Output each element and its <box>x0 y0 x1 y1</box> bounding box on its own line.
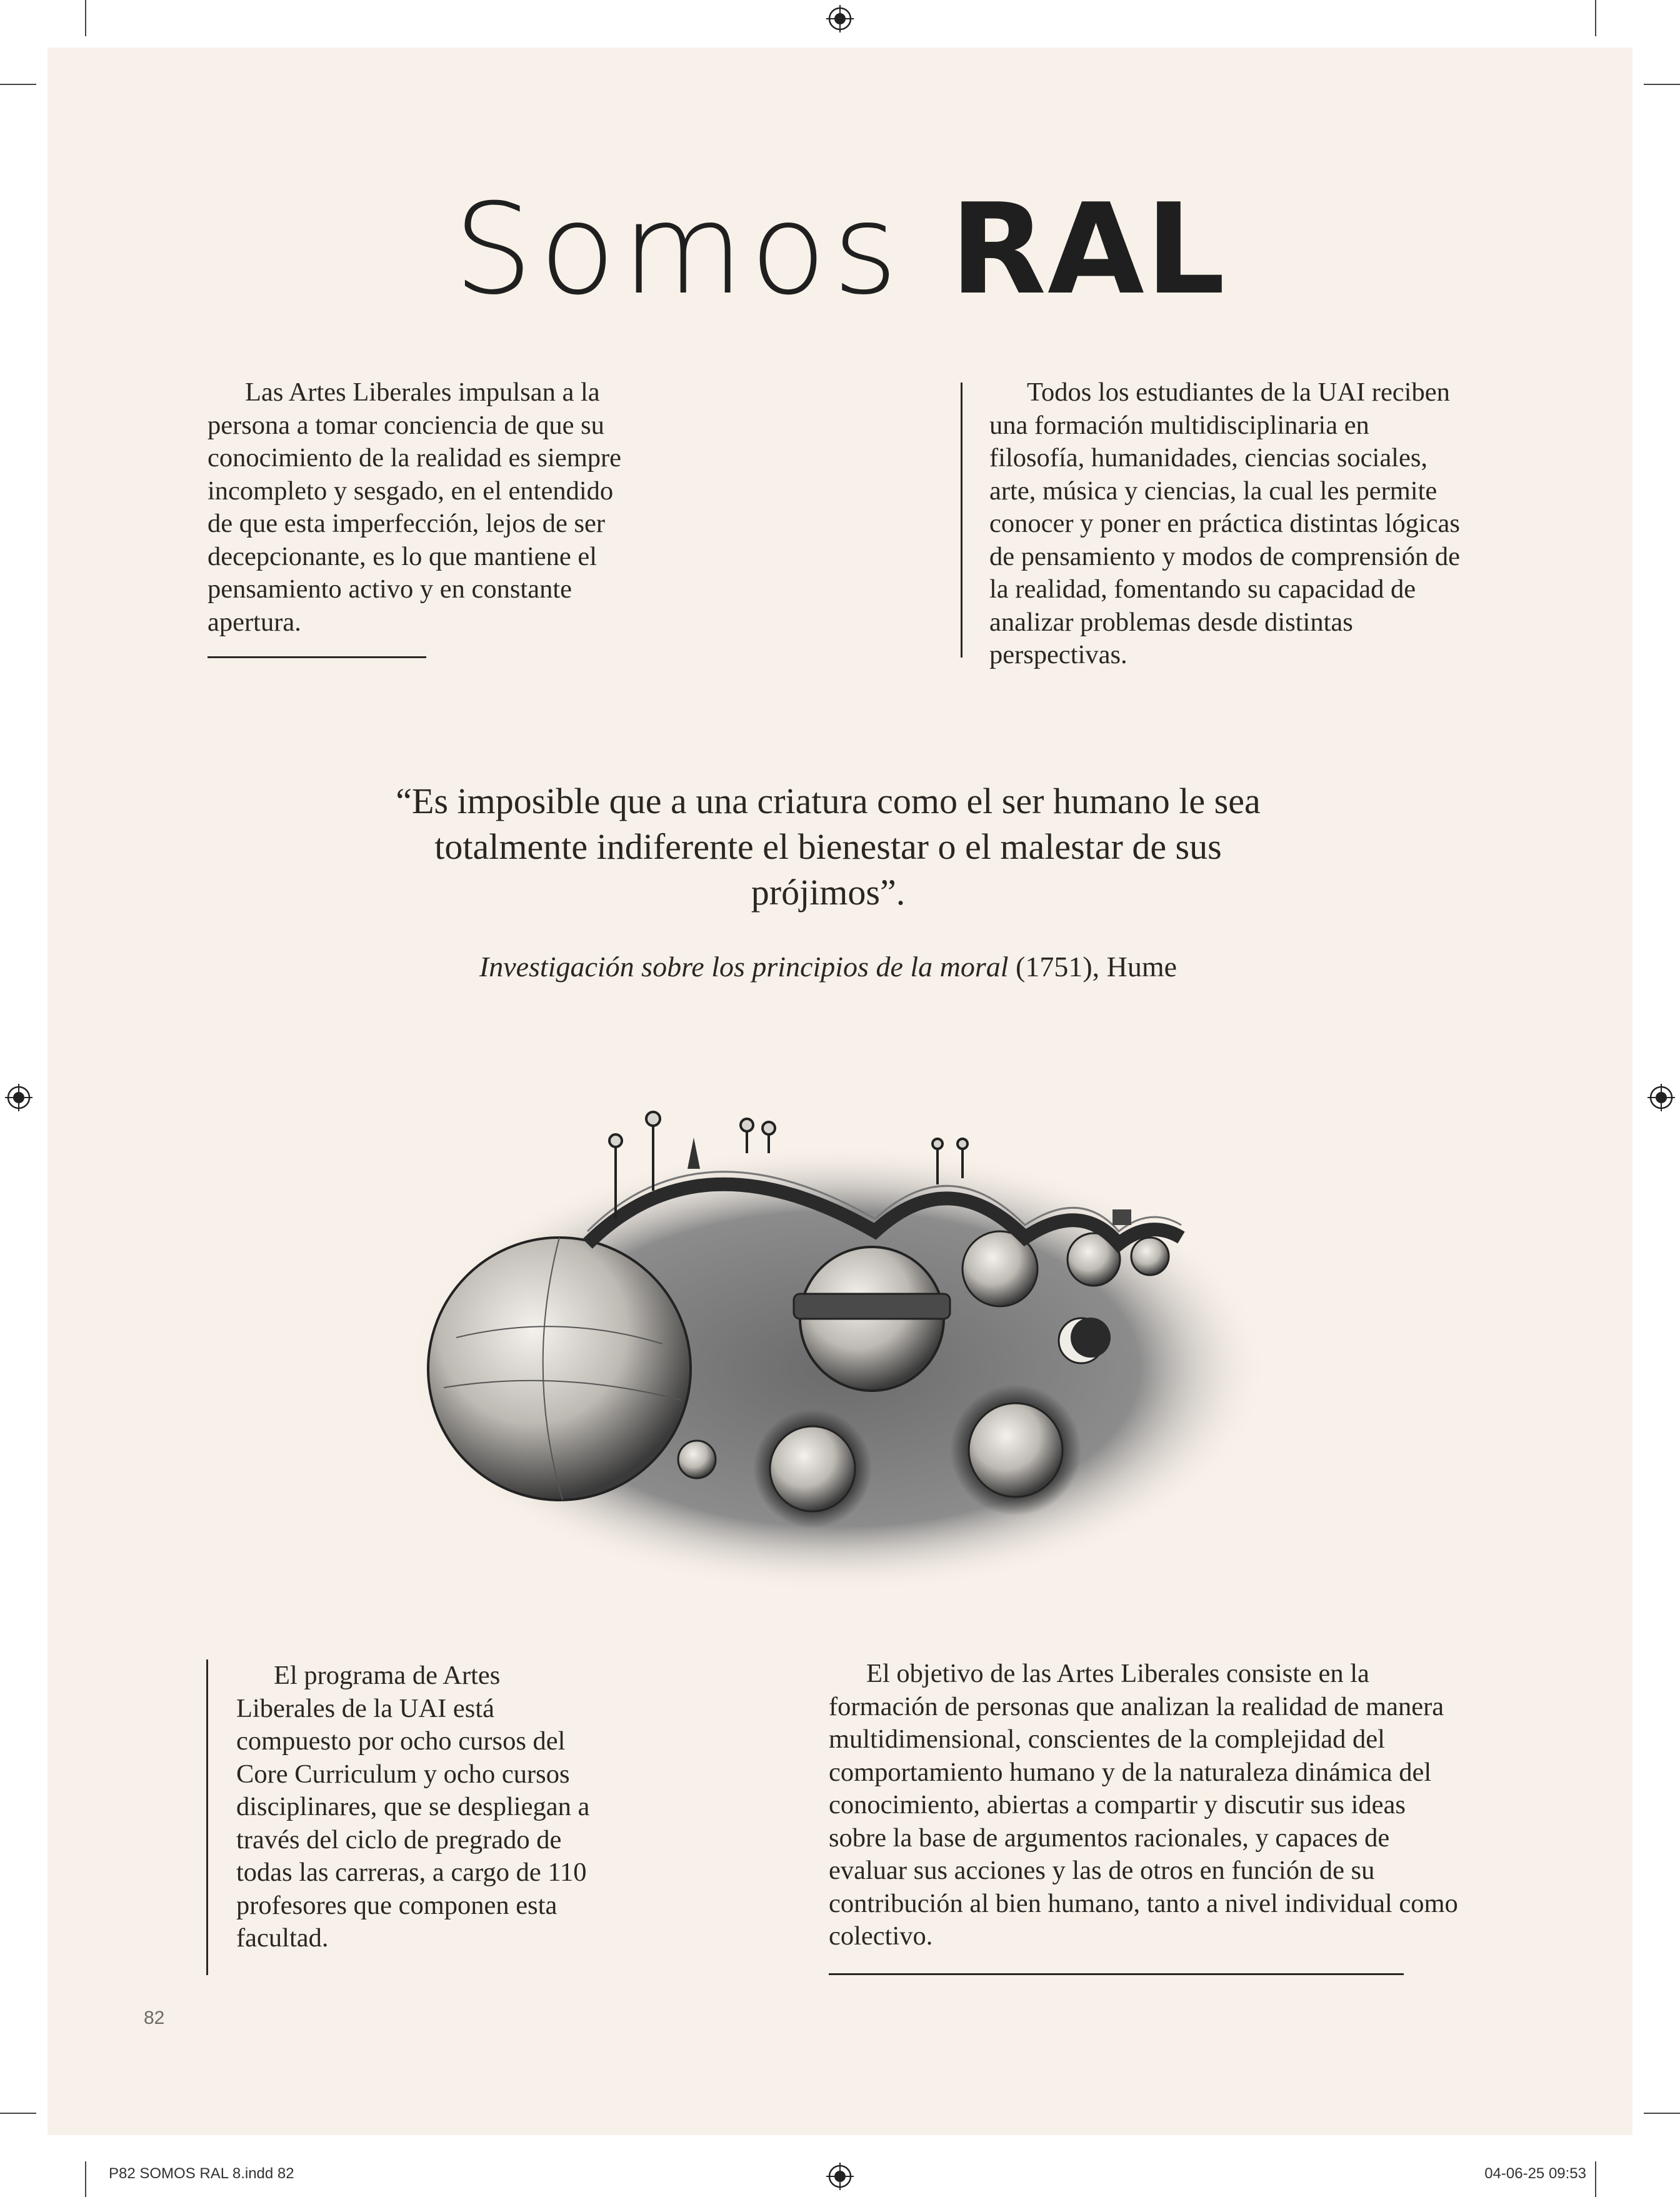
divider <box>208 656 426 658</box>
quote-source <box>375 950 1281 983</box>
large-globe <box>428 1238 691 1500</box>
crescent-shadow <box>1071 1318 1111 1358</box>
registration-mark-icon <box>826 5 854 33</box>
intro-left-paragraph <box>208 376 632 639</box>
registration-mark-icon <box>826 2163 854 2190</box>
quote-source-rest: (1751), Hume <box>1008 951 1178 983</box>
planets-bridge-engraving <box>400 1075 1275 1625</box>
page-title <box>0 177 1680 323</box>
body-left-text: El programa de Artes Liberales de la UAI está compuesto por ocho cursos del Core Curriculum y ocho cursos disciplinares, que se despliegan a través del ciclo de pregrado de todas las carreras, a cargo de 110 profesores que componen esta facultad. <box>236 1661 590 1953</box>
crop-mark <box>0 2113 36 2114</box>
crop-mark <box>1595 0 1596 36</box>
quote-source-title: Investigación sobre los principios de la moral <box>479 951 1009 983</box>
registration-mark-icon <box>1648 1084 1675 1111</box>
body-right-text: El objetivo de las Artes Liberales consiste en la formación de personas que analizan la realidad de manera multidimensional, conscientes de la complejidad del comportamiento humano y de la naturaleza dinámica del conocimiento, abiertas a compartir y discutir sus ideas sobre la base de argumentos racionales, y capaces de evaluar sus acciones y las de otros en función de su contribución al bien humano, tanto a nivel individual como colectivo. <box>829 1659 1458 1951</box>
small-sphere <box>678 1441 716 1478</box>
walking-figure <box>688 1138 700 1169</box>
crop-mark <box>0 84 36 85</box>
slug-date: 04-06-25 09:53 <box>1484 2165 1586 2182</box>
page-number: 82 <box>144 2008 165 2028</box>
slug-file-info: P82 SOMOS RAL 8.indd 82 <box>109 2165 294 2182</box>
title-bold-word: RAL <box>950 177 1227 323</box>
divider <box>961 383 962 658</box>
divider <box>829 1973 1404 1975</box>
glowing-sphere <box>969 1403 1062 1497</box>
sphere-ring <box>794 1294 950 1319</box>
registration-mark-icon <box>5 1084 32 1111</box>
body-left-paragraph <box>236 1659 599 1955</box>
title-light-word: Somos <box>453 177 904 323</box>
glowing-sphere <box>770 1426 855 1511</box>
crop-mark <box>1644 2113 1680 2114</box>
small-sphere <box>1131 1238 1169 1275</box>
pull-quote: “Es imposible que a una criatura como el ser humano le sea totalmente indiferente el bienestar o el malestar de sus prójimos”. <box>396 781 1261 913</box>
crop-mark <box>1644 84 1680 85</box>
intro-left-text: Las Artes Liberales impulsan a la persona a tomar conciencia de que su conocimiento de la realidad es siempre incompleto y sesgado, en el entendido de que esta imperfección, lejos de ser decepcionante, es lo que mantiene el pensamiento activo y en constante apertura. <box>208 378 622 637</box>
crop-mark <box>85 0 86 36</box>
crop-mark <box>85 2161 86 2197</box>
divider <box>206 1659 208 1975</box>
crop-mark <box>1595 2161 1596 2197</box>
intro-right-text: Todos los estudiantes de la UAI reciben una formación multidisciplinaria en filosofía, humanidades, ciencias sociales, arte, música y ciencias, la cual les permite conocer y poner en práctica distintas lógicas de pensamiento y modos de comprensión de la realidad, fomentando su capacidad de analizar problemas desde distintas perspectivas. <box>989 378 1461 669</box>
intro-right-paragraph <box>989 376 1464 672</box>
small-house <box>1112 1209 1131 1225</box>
body-right-paragraph <box>829 1658 1460 1953</box>
